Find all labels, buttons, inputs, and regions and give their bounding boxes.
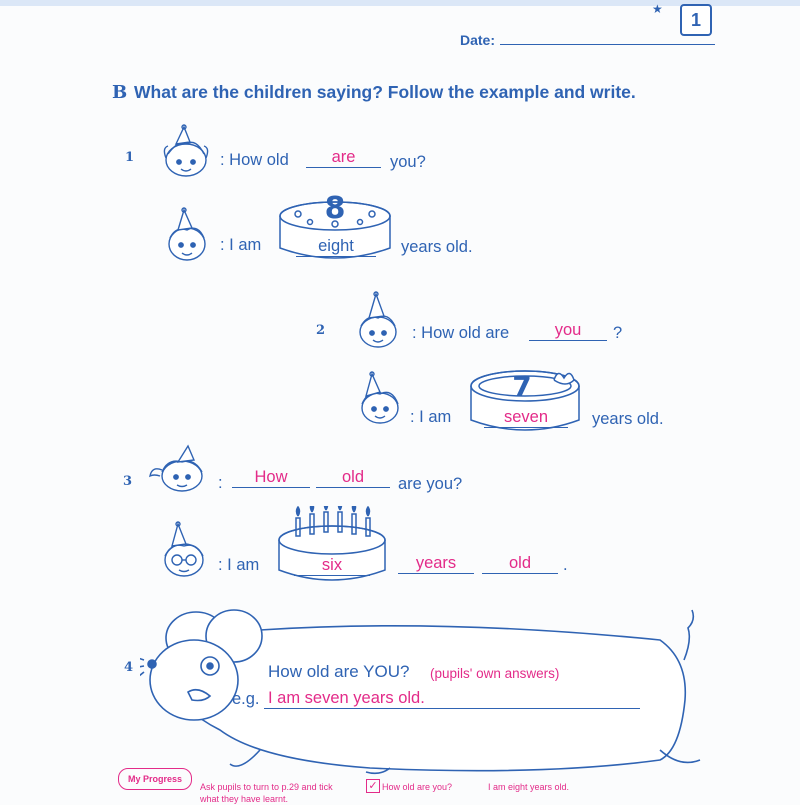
q4-example-prefix: e.g. (232, 690, 260, 708)
q3-answer-years: years (398, 554, 474, 574)
q3-line1-prefix: : (218, 474, 223, 492)
star-icon: ★ (652, 2, 663, 16)
q1-answer-eight: eight (296, 237, 376, 257)
question-3-number: 3 (123, 474, 133, 489)
cake-number-7: 7 (512, 370, 532, 403)
girl-glasses-icon (156, 520, 212, 580)
section-instruction: What are the children saying? Follow the example and write. (134, 82, 636, 102)
date-label: Date: (460, 32, 496, 48)
q4-example-answer: I am seven years old. (268, 689, 425, 707)
cake-number-8: 8 (324, 191, 346, 226)
footer-item-1: How old are you? (382, 782, 453, 792)
question-4-number: 4 (124, 660, 134, 675)
date-line (500, 44, 715, 45)
mouse-illustration (140, 600, 710, 780)
q1-line1-prefix: : How old (220, 151, 289, 169)
footer-teacher-note: Ask pupils to turn to p.29 and tick what they have learnt. (200, 782, 333, 804)
q2-line2-prefix: : I am (410, 408, 452, 426)
q1-line1-suffix: you? (390, 153, 426, 171)
q2-answer-you: you (529, 321, 607, 341)
q4-question: How old are YOU? (268, 662, 410, 681)
q2-line2-suffix: years old. (592, 410, 664, 428)
q1-line2-suffix: years old. (401, 238, 473, 256)
q3-line2-prefix: : I am (218, 556, 260, 574)
q1-answer-are: are (306, 148, 381, 168)
q4-answer-line (264, 708, 640, 709)
footer-item-2: I am eight years old. (488, 782, 570, 792)
q1-line2-prefix: : I am (220, 236, 262, 254)
cake-candle-7-icon (466, 362, 584, 442)
q2-answer-seven: seven (484, 408, 568, 428)
q2-line1-prefix: : How old are (412, 324, 510, 342)
boy-party-hat-icon (160, 206, 216, 264)
q4-note: (pupils' own answers) (430, 666, 560, 681)
section-letter: B (112, 82, 128, 103)
q3-answer-old-2: old (482, 554, 558, 574)
my-progress-badge: My Progress (118, 768, 192, 790)
q2-line1-suffix: ? (613, 324, 623, 342)
cake-six-candles-icon (274, 506, 390, 590)
check-mark-icon: ✓ (366, 779, 380, 793)
q3-line2-suffix: . (563, 556, 568, 574)
girl-party-hat-icon (352, 370, 408, 428)
q3-line1-suffix: are you? (398, 475, 463, 493)
question-2-number: 2 (316, 323, 326, 338)
question-1-number: 1 (125, 150, 135, 165)
girl-party-hat-icon (156, 124, 216, 179)
q3-answer-old: old (316, 468, 390, 488)
q3-answer-six: six (294, 556, 370, 576)
q3-answer-how: How (232, 468, 310, 488)
girl-ponytail-icon (148, 444, 214, 496)
boy-party-hat-icon (350, 290, 406, 350)
page-number-badge: 1 (680, 4, 712, 36)
